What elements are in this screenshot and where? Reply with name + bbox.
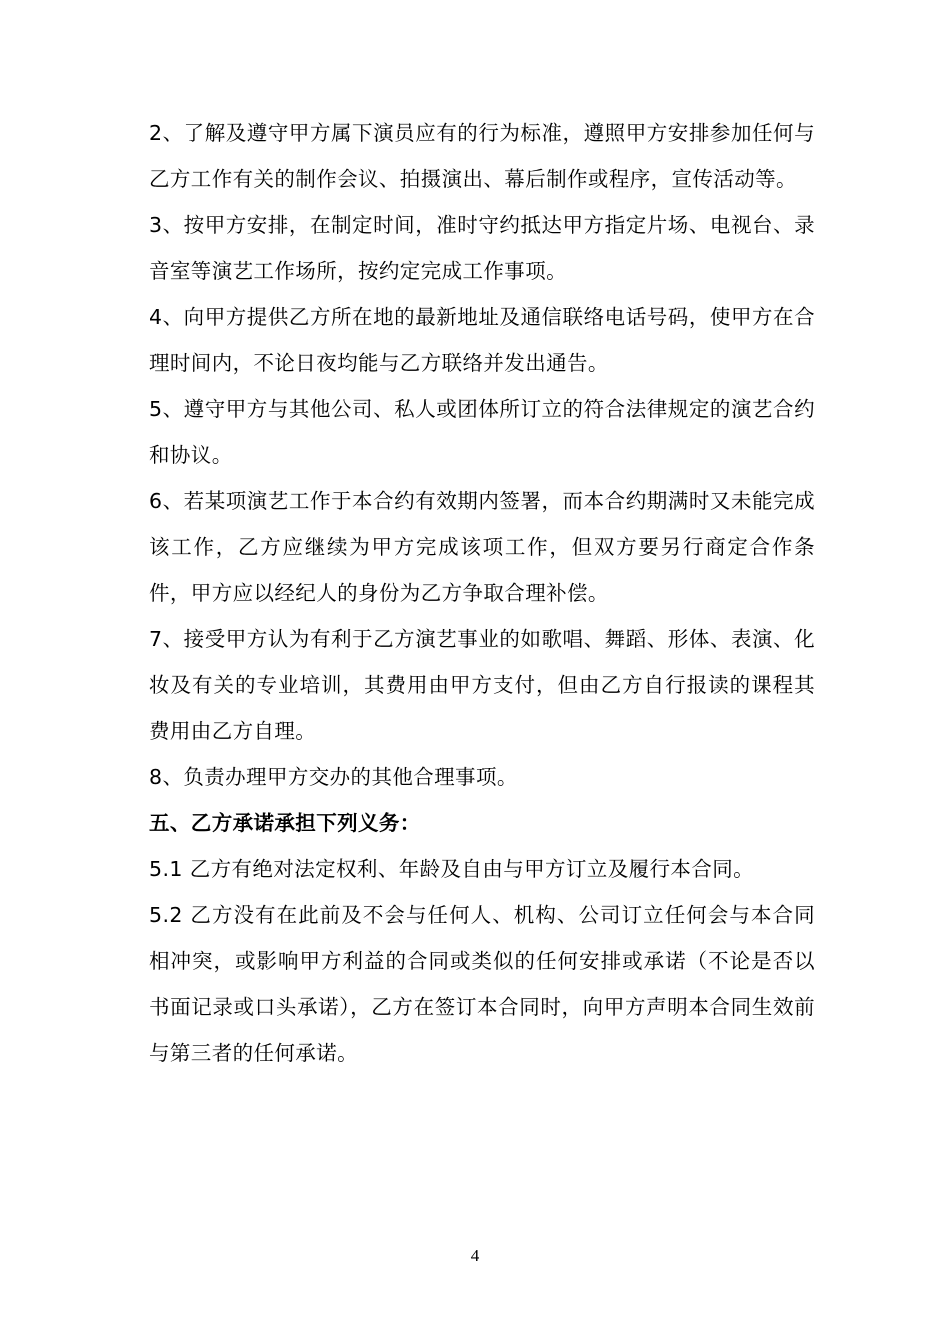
paragraph-item-5: 5、遵守甲方与其他公司、私人或团体所订立的符合法律规定的演艺合约和协议。 (149, 397, 815, 467)
document-body (135, 110, 815, 1076)
paragraph-item-2: 2、了解及遵守甲方属下演员应有的行为标准，遵照甲方安排参加任何与乙方工作有关的制作会议、拍摄演出、幕后制作或程序，宣传活动等。 (149, 121, 815, 191)
paragraph-item-6: 6、若某项演艺工作于本合约有效期内签署，而本合约期满时又未能完成该工作，乙方应继续为甲方完成该项工作，但双方要另行商定合作条件，甲方应以经纪人的身份为乙方争取合理补偿。 (149, 489, 815, 605)
paragraph-item-3: 3、按甲方安排，在制定时间，准时守约抵达甲方指定片场、电视台、录音室等演艺工作场所，按约定完成工作事项。 (149, 213, 815, 283)
paragraph-item-4: 4、向甲方提供乙方所在地的最新地址及通信联络电话号码，使甲方在合理时间内，不论日夜均能与乙方联络并发出通告。 (149, 305, 815, 375)
paragraph-item-5-2: 5.2 乙方没有在此前及不会与任何人、机构、公司订立任何会与本合同相冲突，或影响甲方利益的合同或类似的任何安排或承诺（不论是否以书面记录或口头承诺），乙方在签订本合同时，向甲方声明本合同生效前与第三者的任何承诺。 (149, 903, 815, 1065)
paragraph-item-5-1: 5.1 乙方有绝对法定权利、年龄及自由与甲方订立及履行本合同。 (149, 857, 755, 881)
page-number: 4 (470, 1246, 480, 1265)
paragraph-item-8: 8、负责办理甲方交办的其他合理事项。 (149, 765, 518, 789)
paragraph-item-7: 7、接受甲方认为有利于乙方演艺事业的如歌唱、舞蹈、形体、表演、化妆及有关的专业培训，其费用由甲方支付，但由乙方自行报读的课程其费用由乙方自理。 (149, 627, 815, 743)
section-five-heading: 五、乙方承诺承担下列义务： (149, 811, 421, 835)
